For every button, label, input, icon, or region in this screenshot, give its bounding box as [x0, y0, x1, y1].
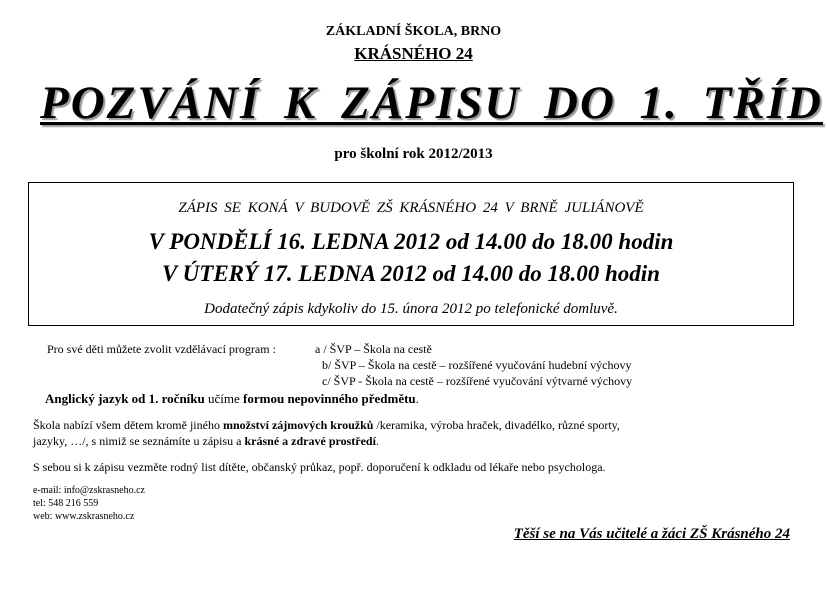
offer-part-3: /keramika, výroba hraček, divadélko, různé sporty,: [373, 418, 620, 432]
offer-part-1: Škola nabízí všem dětem kromě jiného: [33, 418, 223, 432]
english-part-4: .: [415, 391, 419, 406]
school-name: ZÁKLADNÍ ŠKOLA, BRNO: [325, 24, 502, 39]
english-part-3: formou nepovinného předmětu: [243, 391, 416, 406]
offer-paragraph: [33, 417, 620, 449]
program-intro: Pro své děti můžete zvolit vzdělávací program :: [47, 342, 276, 356]
closing-signature: Těší se na Vás učitelé a žáci ZŠ Krásného 24: [513, 526, 790, 542]
school-street: KRÁSNÉHO 24: [354, 44, 473, 63]
program-item-b: b/ ŠVP – Škola na cestě – rozšířené vyučování hudební výchovy: [322, 358, 632, 372]
contact-web: web: www.zskrasneho.cz: [33, 511, 135, 522]
venue-text: ZÁPIS SE KONÁ V BUDOVĚ ZŠ KRÁSNÉHO 24 V BRNĚ JULIÁNOVĚ: [178, 200, 644, 216]
offer-part-6: .: [375, 434, 379, 448]
page-title: POZVÁNÍ K ZÁPISU DO 1. TŘÍD: [40, 77, 823, 129]
school-year: pro školní rok 2012/2013: [334, 146, 493, 162]
enrollment-info-box: [28, 182, 794, 326]
offer-part-4: jazyky, …/, s nimiž se seznámíte u zápisu a: [33, 434, 245, 448]
contact-email: e-mail: info@zskrasneho.cz: [33, 485, 145, 496]
program-item-a: a / ŠVP – Škola na cestě: [315, 342, 432, 356]
english-language-note: [45, 391, 419, 407]
english-part-1: Anglický jazyk od 1. ročníku: [45, 391, 205, 406]
additional-enrollment-note: Dodatečný zápis kdykoliv do 15. února 2012 po telefonické domluvě.: [204, 301, 618, 317]
english-part-2: učíme: [204, 391, 244, 406]
offer-part-5: krásné a zdravé prostředí: [244, 434, 376, 448]
date-monday: V PONDĚLÍ 16. LEDNA 2012 od 14.00 do 18.00 hodin: [148, 229, 674, 254]
program-item-c: c/ ŠVP - Škola na cestě – rozšířené vyučování výtvarné výchovy: [322, 374, 633, 388]
offer-part-2: množství zájmových kroužků: [222, 418, 374, 432]
date-tuesday: V ÚTERÝ 17. LEDNA 2012 od 14.00 do 18.00 hodin: [162, 261, 660, 286]
contact-phone: tel: 548 216 559: [33, 498, 99, 509]
documents-note: S sebou si k zápisu vezměte rodný list dítěte, občanský průkaz, popř. doporučení k odkladu od lékaře nebo psychologa.: [33, 460, 606, 474]
